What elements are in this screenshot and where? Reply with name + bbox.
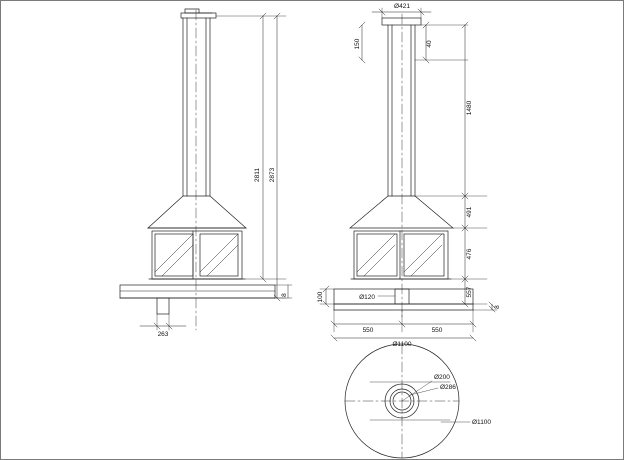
front-glass-right xyxy=(200,234,238,276)
front-dim-263-text: 263 xyxy=(157,331,169,338)
front-glass-left-reflection-1 xyxy=(155,234,193,272)
side-dim-150-text: 150 xyxy=(354,38,361,50)
side-plinth-sides xyxy=(334,304,473,310)
side-dim-8-text: 8 xyxy=(494,305,501,309)
front-hood xyxy=(148,196,246,228)
side-width-ext xyxy=(334,310,473,332)
front-chimney-cap xyxy=(185,9,199,13)
front-glass-right-reflection-1 xyxy=(200,234,238,272)
side-dim-1100-text: Ø1100 xyxy=(392,341,412,348)
front-glass-left xyxy=(155,234,193,276)
front-hearth-slab xyxy=(120,285,275,298)
front-pedestal xyxy=(157,298,169,314)
side-glass-right xyxy=(404,234,444,276)
side-glass-left-reflection-1 xyxy=(357,234,395,272)
side-dim-421-text: Ø421 xyxy=(394,3,410,10)
side-dim-550-right-text: 550 xyxy=(431,327,443,334)
front-chimney-collar xyxy=(181,13,216,18)
front-elevation-view xyxy=(120,9,292,330)
front-dim-8-text: 8 xyxy=(281,293,288,297)
side-hearth-slab xyxy=(334,289,473,304)
side-glass-left xyxy=(357,234,397,276)
side-dim-120-text: Ø120 xyxy=(359,294,375,301)
side-chimney-collar xyxy=(382,18,421,25)
front-firebox xyxy=(152,231,242,279)
plan-dim-286-text: Ø286 xyxy=(440,384,456,391)
side-dim-491-text: 491 xyxy=(466,206,473,218)
front-dim-2811-text: 2811 xyxy=(254,168,261,182)
drawing-border xyxy=(1,1,624,460)
plan-dim-1100-text: Ø1100 xyxy=(472,419,492,426)
side-dim-557-text: 557 xyxy=(466,286,473,298)
side-hood xyxy=(350,196,453,228)
side-dim-476-text: 476 xyxy=(466,248,473,260)
plan-view xyxy=(345,344,470,458)
front-dim-2873-text: 2873 xyxy=(269,167,276,183)
side-dim-1480-text: 1480 xyxy=(466,100,473,116)
plan-leader-200 xyxy=(402,381,432,401)
side-dim-550-left-text: 550 xyxy=(362,327,374,334)
side-dim-40-text: 40 xyxy=(426,40,433,48)
side-dim-100-text: 100 xyxy=(317,291,324,303)
plan-dim-200-text: Ø200 xyxy=(434,374,450,381)
side-glass-right-reflection-1 xyxy=(404,234,442,272)
